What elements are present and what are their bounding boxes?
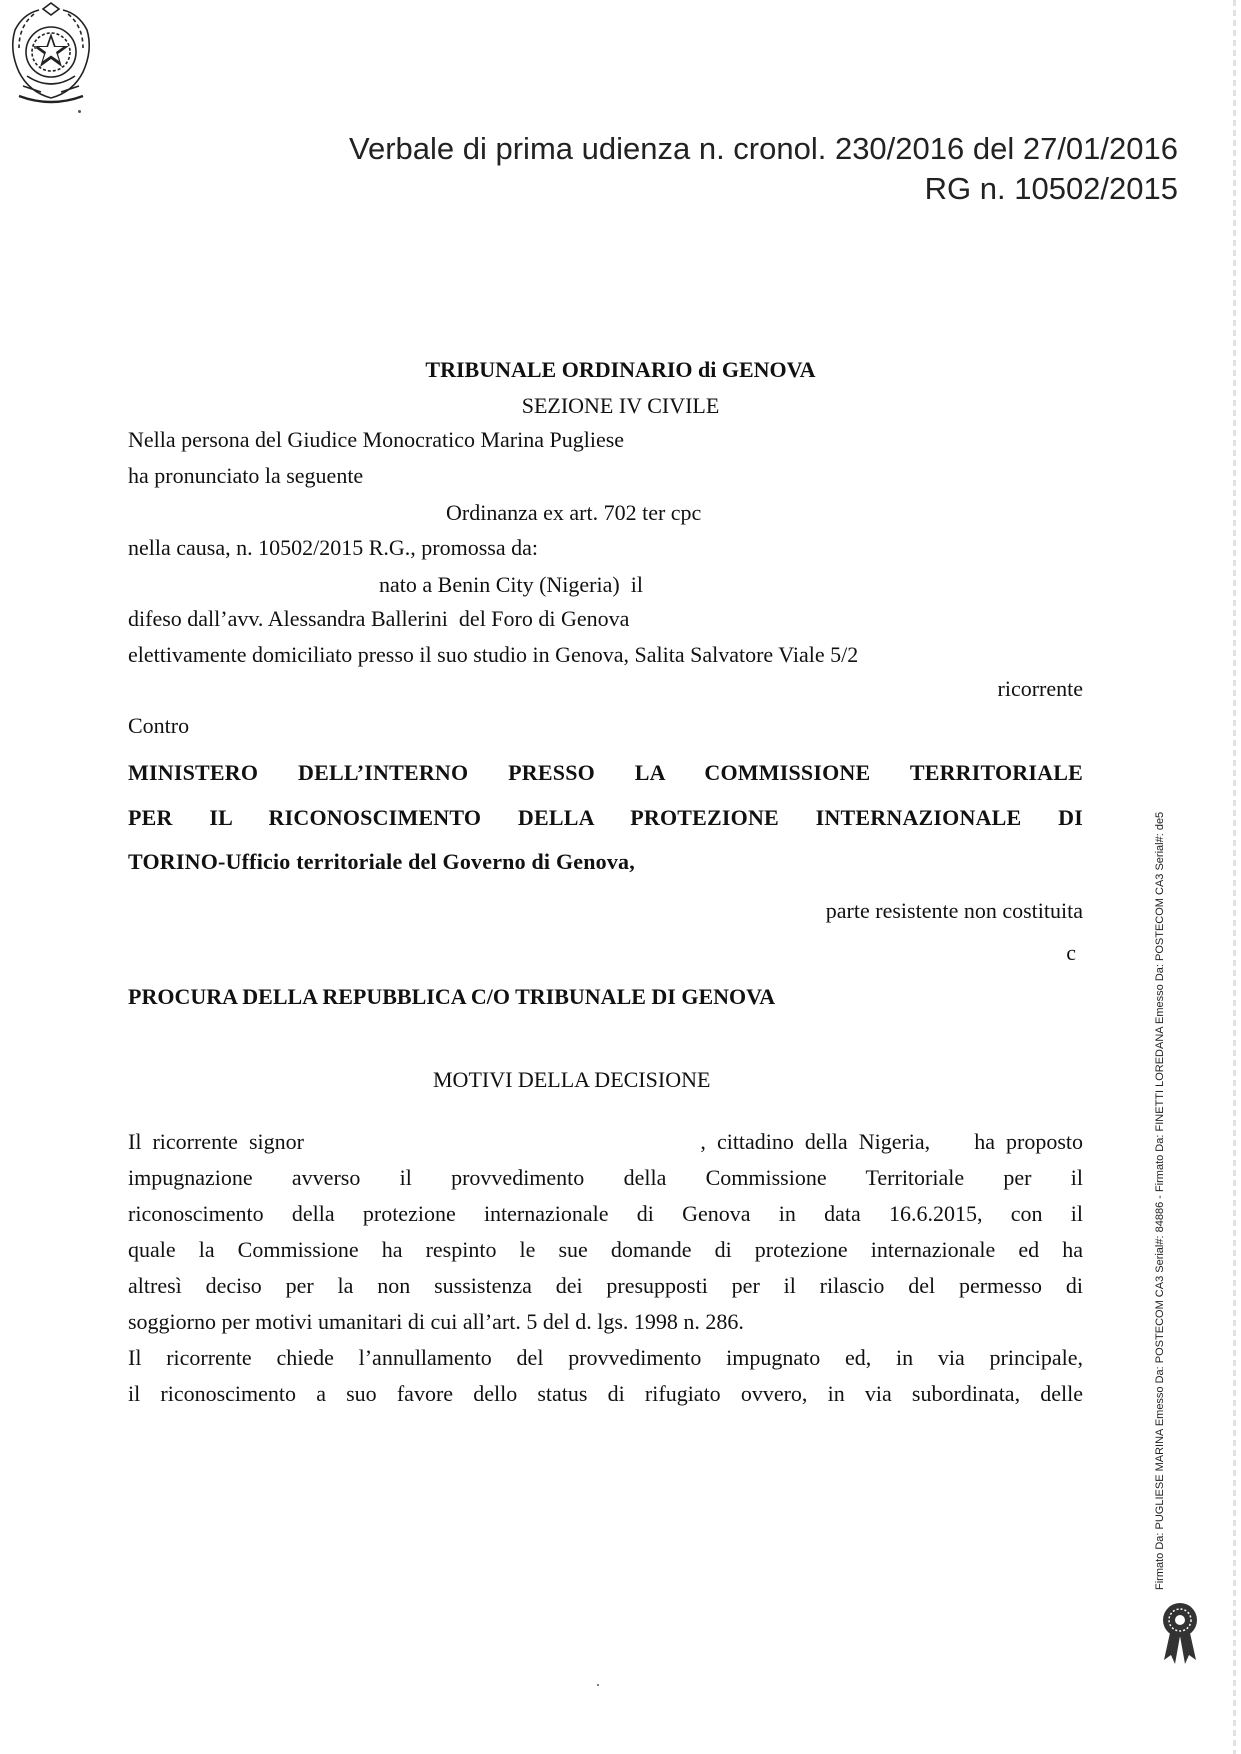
judge-line: Nella persona del Giudice Monocratico Marina Pugliese [128, 427, 625, 452]
domicile-line: elettivamente domiciliato presso il suo studio in Genova, Salita Salvatore Viale 5/2 [128, 642, 859, 667]
respondent-line-3: TORINO-Ufficio territoriale del Governo di Genova, [128, 849, 635, 874]
conjunction: c [1066, 940, 1076, 965]
respondent-role: parte resistente non costituita [825, 898, 1083, 923]
applicant-role: ricorrente [997, 676, 1083, 701]
court-section: SEZIONE IV CIVILE [521, 393, 720, 418]
paragraph-1 [128, 1124, 1083, 1340]
digital-seal-icon [1158, 1598, 1202, 1672]
republic-emblem [0, 0, 102, 110]
paragraph-line: Il ricorrente chiede l’annullamento del provvedimento impugnato ed, in via principale, [128, 1345, 1083, 1370]
scan-speck [78, 110, 81, 113]
paragraph-line: Il ricorrente signor , cittadino della Nigeria, ha proposto [128, 1129, 1083, 1154]
defended-line: difeso dall’avv. Alessandra Ballerini del Foro di Genova [128, 606, 630, 631]
respondent-line-1: MINISTERO DELL’INTERNO PRESSO LA COMMISSIONE TERRITORIALE [128, 760, 1083, 785]
against-label: Contro [128, 713, 190, 738]
respondent-line-2: PER IL RICONOSCIMENTO DELLA PROTEZIONE INTERNAZIONALE DI [128, 805, 1083, 830]
scan-speck [597, 1684, 599, 1686]
scan-edge [1233, 0, 1236, 1754]
born-line: nato a Benin City (Nigeria) il [379, 572, 643, 597]
pronounced-line: ha pronunciato la seguente [128, 463, 364, 488]
order-title: Ordinanza ex art. 702 ter cpc [446, 500, 702, 525]
paragraph-line: soggiorno per motivi umanitari di cui all’art. 5 del d. lgs. 1998 n. 286. [128, 1309, 744, 1334]
paragraph-line: altresì deciso per la non sussistenza dei presupposti per il rilascio del permesso di [128, 1273, 1083, 1298]
verbale-header: Verbale di prima udienza n. cronol. 230/2016 del 27/01/2016 [349, 131, 1178, 166]
paragraph-line: il riconoscimento a suo favore dello status di rifugiato ovvero, in via subordinata, delle [128, 1381, 1083, 1406]
motivi-title: MOTIVI DELLA DECISIONE [433, 1067, 711, 1092]
paragraph-line: riconoscimento della protezione internazionale di Genova in data 16.6.2015, con il [128, 1201, 1083, 1226]
digital-signature-strip: Firmato Da: PUGLIESE MARINA Emesso Da: POSTECOM CA3 Serial#: 84886 - Firmato Da: FINETTI LOREDANA Emesso Da: POSTECOM CA3 Serial#: de5 [1154, 811, 1166, 1590]
paragraph-line: impugnazione avverso il provvedimento della Commissione Territoriale per il [128, 1165, 1083, 1190]
rg-number: RG n. 10502/2015 [924, 171, 1178, 206]
paragraph-line: quale la Commissione ha respinto le sue domande di protezione internazionale ed ha [128, 1237, 1083, 1262]
procura-line: PROCURA DELLA REPUBBLICA C/O TRIBUNALE DI GENOVA [128, 984, 776, 1009]
court-name: TRIBUNALE ORDINARIO di GENOVA [425, 357, 816, 382]
scan-speck [34, 46, 37, 49]
case-line: nella causa, n. 10502/2015 R.G., promossa da: [128, 535, 538, 560]
paragraph-2 [128, 1340, 1083, 1412]
